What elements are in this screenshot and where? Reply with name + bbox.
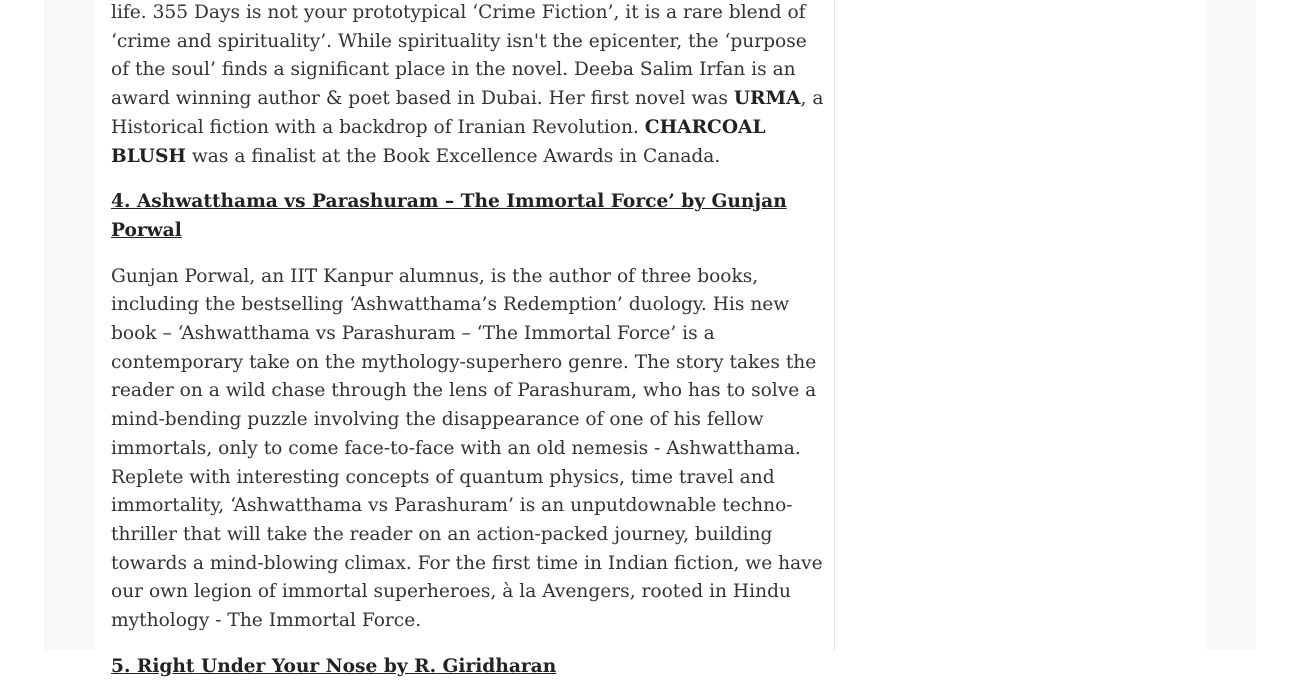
book-3-description: life. 355 Days is not your prototypical ‘Crime Fiction’, it is a rare blend of ‘crime and spirituality’. While spirituality isn't the epicenter, the ‘purpose of the soul’ finds a significant place in the novel. Deeba Salim Irfan is an award winning author & poet based in Dubai. Her first novel was URMA, a Historical fiction with a backdrop of Iranian Revolution. CHARCOAL BLUSH was a finalist at the Book Excellence Awards in Canada. [111, 2, 824, 167]
article-content [111, 0, 826, 698]
book-4-heading: 4. Ashwatthama vs Parashuram – The Immortal Force’ by Gunjan Porwal [111, 191, 787, 241]
book-title-charcoal-blush: CHARCOAL BLUSH [111, 116, 766, 167]
book-5-heading: 5. Right Under Your Nose by R. Giridharan [111, 655, 557, 677]
book-title-urma: URMA [733, 88, 801, 110]
sidebar-column [836, 0, 1206, 650]
book-4-description: Gunjan Porwal, an IIT Kanpur alumnus, is the author of three books, including the bestselling ‘Ashwatthama’s Redemption’ duology. His new book – ‘Ashwatthama vs Parashuram – ‘The Immortal Force’ is a contemporary take on the mythology-superhero genre. The story takes the reader on a wild chase through the lens of Parashuram, who has to solve a mind-bending puzzle involving the disappearance of one of his fellow immortals, only to come face-to-face with an old nemesis - Ashwatthama. Replete with interesting concepts of quantum physics, time travel and immortality, ‘Ashwatthama vs Parashuram’ is an unputdownable techno-thriller that will take the reader on an action-packed journey, building towards a mind-blowing climax. For the first time in Indian fiction, we have our own legion of immortal superheroes, à la Avengers, rooted in Hindu mythology - The Immortal Force. [111, 265, 823, 632]
